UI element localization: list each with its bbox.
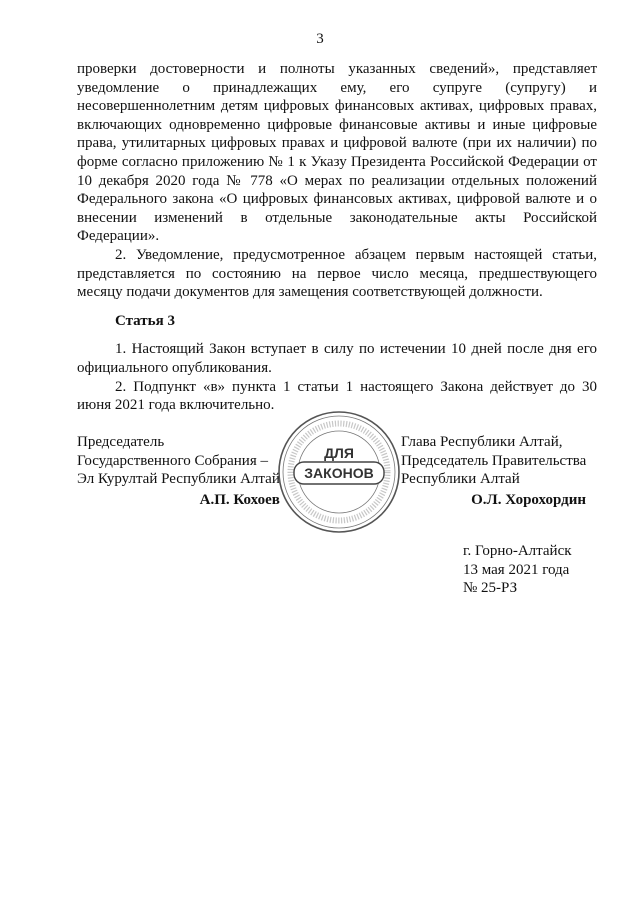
signature-title-line: Эл Курултай Республики Алтай [77, 471, 280, 488]
document-body [77, 60, 597, 415]
city: г. Горно-Алтайск [463, 543, 572, 559]
law-number: № 25-РЗ [463, 580, 518, 597]
page-number: 3 [316, 31, 324, 47]
paragraph-validity: 2. Подпункт «в» пункта 1 статьи 1 настоящего Закона действует до 30 июня 2021 года включительно. [77, 378, 597, 414]
signature-title-line: Председатель Правительства [401, 452, 587, 469]
date: 13 мая 2021 года [463, 561, 570, 578]
signature-title-line: Председатель [77, 434, 165, 450]
signature-title-line: Глава Республики Алтай, [401, 434, 563, 450]
signature-title-line: Республики Алтай [401, 471, 520, 488]
signature-block-head [401, 433, 586, 509]
article-heading: Статья 3 [115, 312, 175, 329]
stamp-text-main: ЗАКОНОВ [304, 465, 374, 481]
paragraph-entry-into-force: 1. Настоящий Закон вступает в силу по истечении 10 дней после дня его официального опубликования. [77, 341, 597, 376]
paragraph-continuation: проверки достоверности и полноты указанных сведений», представляет уведомление о принадлежащих ему, его супруге (супругу) и несовершеннолетним детям цифровых финансовых активах, цифровых правах, включающих одновременно цифровые финансовые активы и иные цифровые права, утилитарных цифровых правах и цифровой валюте (при их наличии) по форме согласно приложению № 1 к Указу Президента Российской Федерации от 10 декабря 2020 года № 778 «О мерах по реализации отдельных положений Федерального закона «О цифровых финансовых активах, цифровой валюте и о внесении изменений в отдельные законодательные акты Российской Федерации». [77, 61, 597, 245]
place-date-block [463, 542, 572, 598]
seal-stamp-icon [276, 409, 402, 535]
signatory-name: А.П. Кохоев [199, 491, 280, 508]
signatory-name: О.Л. Хорохордин [471, 491, 586, 508]
stamp-text-top: ДЛЯ [324, 445, 354, 461]
signature-title-line: Государственного Собрания – [77, 452, 268, 469]
signature-block-chairman [77, 433, 280, 509]
paragraph-notification: 2. Уведомление, предусмотренное абзацем первым настоящей статьи, представляется по состоянию на первое число месяца, предшествующего месяцу подачи документов для замещения соответствующей должности. [77, 246, 597, 301]
